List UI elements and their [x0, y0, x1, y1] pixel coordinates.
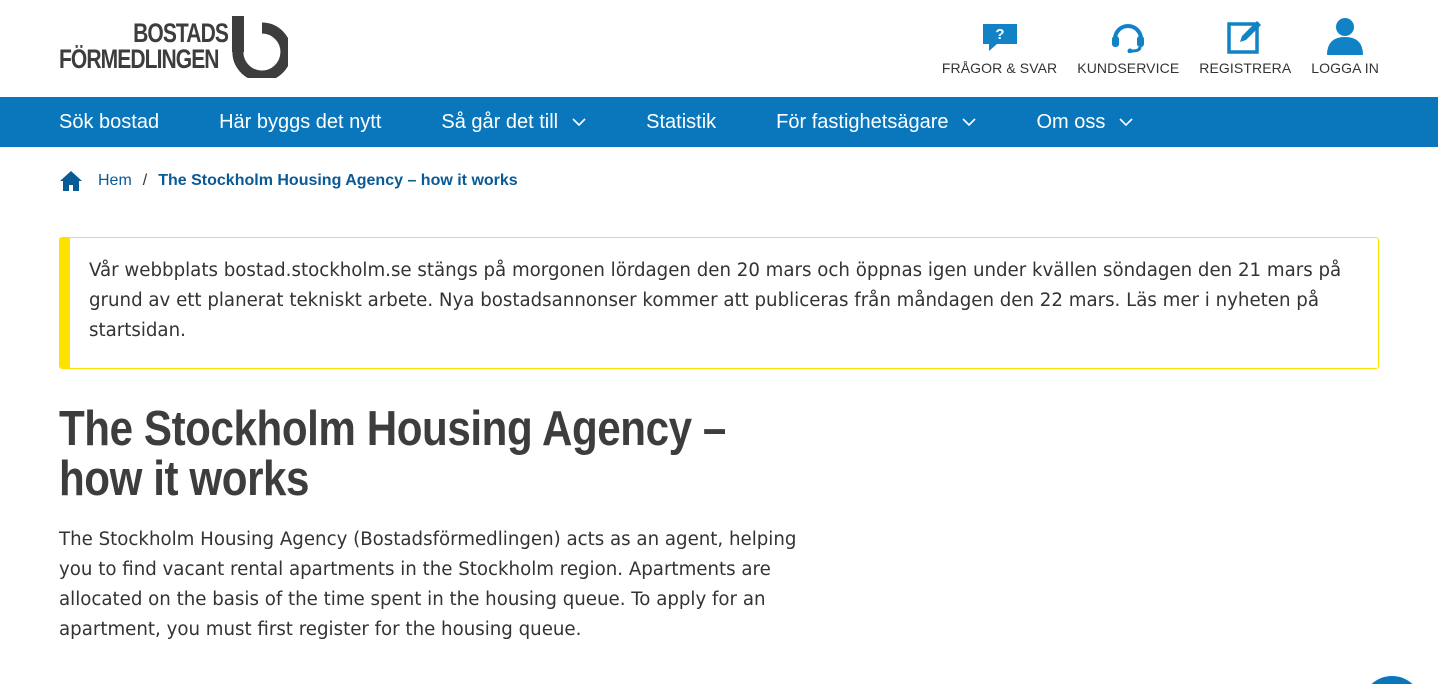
breadcrumb-home-link[interactable]: Hem — [98, 172, 132, 189]
alert-message: Vår webbplats bostad.stockholm.se stängs på morgonen lördagen den 20 mars och öppnas igen under kvällen söndagen den 21 mars på grund av ett planerat tekniskt arbete. Nya bostadsannonser kommer att publiceras från måndagen den 22 mars. Läs mer i nyheten på startsidan. — [89, 260, 1342, 341]
utility-nav — [922, 16, 1379, 76]
login-link[interactable]: LOGGA IN — [1311, 16, 1379, 76]
page-title: The Stockholm Housing Agency – how it works — [59, 402, 726, 506]
nav-item-for-fastighetsagare[interactable]: För fastighetsägare — [776, 111, 976, 134]
breadcrumb — [59, 170, 518, 192]
chevron-down-icon — [1119, 118, 1133, 126]
chevron-down-icon — [572, 118, 586, 126]
home-icon[interactable] — [59, 170, 83, 192]
breadcrumb-separator: / — [142, 172, 148, 189]
nav-item-har-byggs-det-nytt[interactable]: Här byggs det nytt — [219, 110, 382, 133]
nav-item-sok-bostad[interactable]: Sök bostad — [59, 110, 160, 133]
register-link[interactable]: REGISTRERA — [1199, 16, 1291, 76]
customer-service-link[interactable]: KUNDSERVICE — [1077, 16, 1179, 76]
faq-link[interactable]: ? FRÅGOR & SVAR — [942, 16, 1057, 76]
main-nav — [0, 97, 1438, 147]
breadcrumb-current: The Stockholm Housing Agency – how it works — [158, 172, 518, 189]
intro-paragraph: The Stockholm Housing Agency (Bostadsförmedlingen) acts as an agent, helping you to find vacant rental apartments in the Stockholm region. Apartments are allocated on the basis of the time spent in the housing queue. To apply for an apartment, you must first register for the housing queue. — [59, 529, 797, 640]
nav-item-statistik[interactable]: Statistik — [646, 110, 717, 133]
chevron-down-icon — [962, 118, 976, 126]
maintenance-alert — [59, 237, 1379, 369]
logo-wordmark: BOSTADS FÖRMEDLINGEN — [59, 18, 228, 74]
logo-b-icon — [232, 16, 288, 78]
site-logo[interactable] — [59, 16, 289, 80]
user-icon — [1325, 16, 1365, 56]
svg-text:?: ? — [994, 26, 1005, 43]
nav-item-sa-gar-det-till[interactable]: Så går det till — [441, 111, 586, 134]
chat-button[interactable] — [1362, 676, 1422, 684]
faq-speech-bubble-icon — [980, 16, 1020, 56]
site-header — [0, 0, 1438, 97]
headset-icon — [1108, 16, 1148, 56]
nav-item-om-oss[interactable]: Om oss — [1036, 111, 1133, 134]
edit-pencil-icon — [1225, 16, 1265, 56]
